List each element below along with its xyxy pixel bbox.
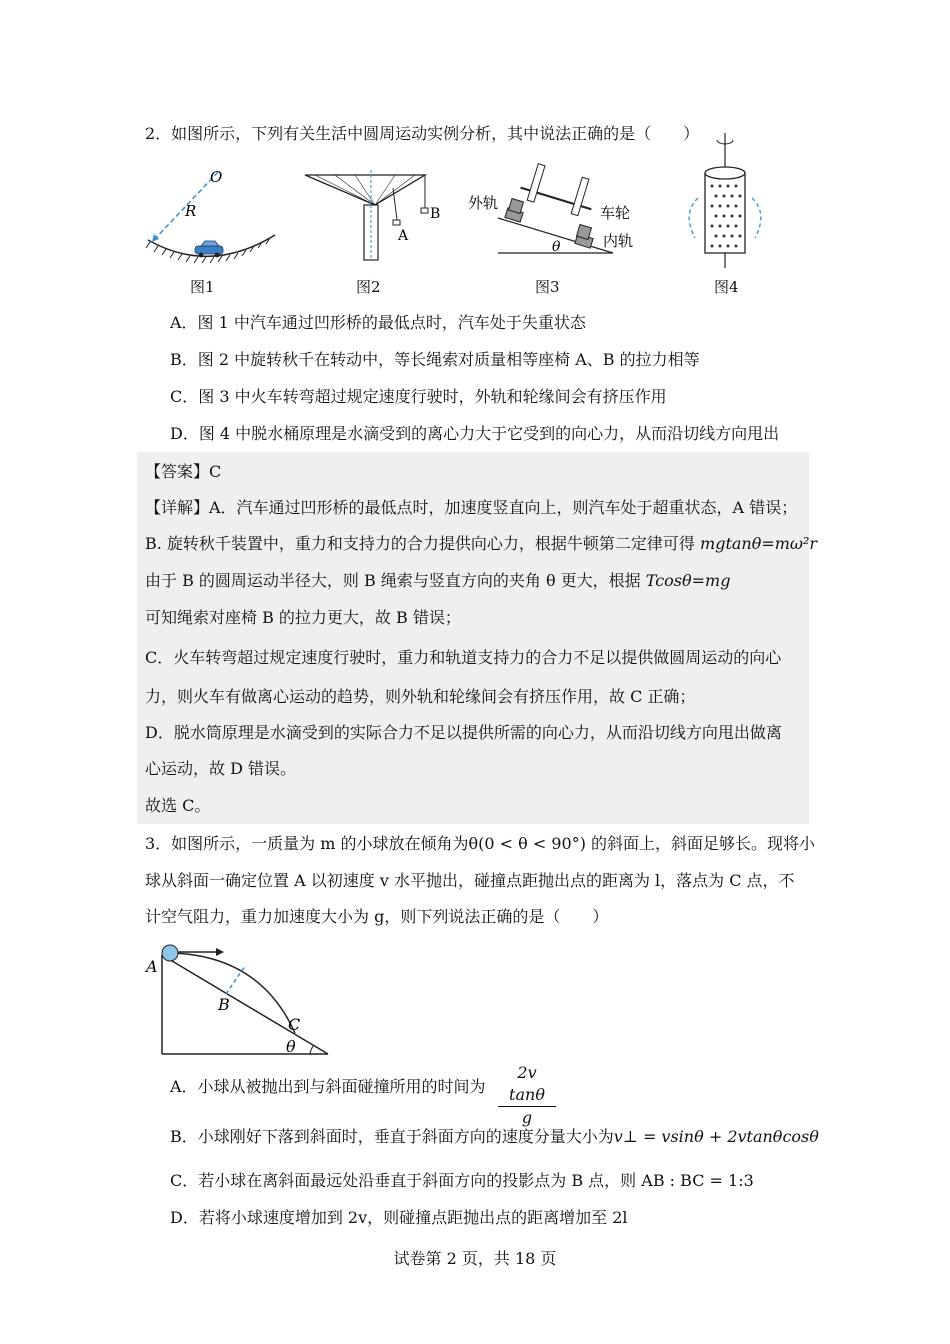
q2-detail-line-4: 可知绳索对座椅 B 的拉力更大，故 B 错误；: [145, 608, 461, 627]
q3-option-c: C．若小球在离斜面最远处沿垂直于斜面方向的投影点为 B 点，则 AB : BC = 1:3: [170, 1171, 754, 1190]
fig1-caption: 图1: [190, 278, 215, 296]
q3-option-d: D．若将小球速度增加到 2v，则碰撞点距抛出点的距离增加至 2l: [170, 1208, 628, 1227]
q3-label-a: A: [146, 957, 158, 976]
fig3-label-inner: 内轨: [603, 232, 634, 250]
figure-1-concave-bridge: [140, 160, 280, 265]
figure-4-spin-drum: [670, 128, 780, 268]
q2-detail-line-3-text: 由于 B 的圆周运动半径大，则 B 绳索与竖直方向的夹角 θ 更大，根据: [145, 571, 646, 590]
q2-option-c: C．图 3 中火车转弯超过规定速度行驶时，外轨和轮缘间会有挤压作用: [170, 387, 667, 406]
car-icon: [195, 241, 223, 257]
q3-stem-line-3: 计空气阻力，重力加速度大小为 g，则下列说法正确的是（ ）: [145, 907, 609, 926]
q2-detail-line-1: 【详解】A．汽车通过凹形桥的最低点时，加速度竖直向上，则汽车处于超重状态，A 错误；: [145, 498, 798, 517]
theta-arc: [310, 1045, 314, 1054]
radius-arrowhead: [152, 234, 159, 242]
q3-stem-line-1: 3．如图所示，一质量为 m 的小球放在倾角为θ(0 < θ < 90°) 的斜面上，斜面足够长。现将小: [145, 834, 816, 853]
q2-answer: 【答案】C: [145, 462, 222, 481]
q2-stem: 2．如图所示，下列有关生活中圆周运动实例分析，其中说法正确的是（ ）: [145, 124, 700, 143]
q2-detail-line-6: 力，则火车有做离心运动的趋势，则外轨和轮缘间会有挤压作用，故 C 正确；: [145, 687, 696, 706]
projection-dashed-line: [226, 966, 245, 994]
page-footer: 试卷第 2 页，共 18 页: [393, 1249, 557, 1268]
fig2-caption: 图2: [356, 278, 381, 296]
fraction-denominator: g: [521, 1108, 533, 1127]
inner-rail-icon: [575, 225, 593, 249]
q2-option-a: A．图 1 中汽车通过凹形桥的最低点时，汽车处于失重状态: [170, 313, 586, 332]
velocity-arrowhead-icon: [216, 948, 224, 956]
q2-detail-line-5: C．火车转弯超过规定速度行驶时，重力和轨道支持力的合力不足以提供做圆周运动的向心: [145, 648, 782, 667]
wheel-axle-icon: [518, 161, 600, 219]
figure-2-swing-carousel: [300, 160, 450, 265]
seat-a: [393, 220, 400, 225]
incline-slope: [162, 955, 328, 1054]
water-spray-left: [689, 198, 698, 238]
q2-detail-line-2-text: B. 旋转秋千装置中，重力和支持力的合力提供向心力，根据牛顿第二定律可得: [145, 534, 701, 553]
q2-option-d: D．图 4 中脱水桶原理是水滴受到的离心力大于它受到的向心力，从而沿切线方向甩出: [170, 424, 780, 443]
water-spray-right: [752, 198, 761, 238]
q2-option-b: B．图 2 中旋转秋千在转动中，等长绳索对质量相等座椅 A、B 的拉力相等: [170, 350, 700, 369]
q2-detail-line-9: 故选 C。: [145, 796, 211, 815]
fig4-caption: 图4: [714, 278, 739, 296]
fig3-label-outer: 外轨: [468, 194, 499, 212]
q3-option-a: [170, 1076, 486, 1098]
fig3-caption: 图3: [535, 278, 560, 296]
fraction-numerator: 2v tanθ: [498, 1062, 556, 1107]
fig2-label-b: B: [430, 206, 441, 222]
figure-3-banked-rail: [468, 158, 648, 263]
projectile-trajectory: [170, 953, 295, 1033]
q3-option-b-formula: v⊥ = vsinθ + 2vtanθcosθ: [613, 1127, 819, 1146]
q2-detail-line-7: D．脱水筒原理是水滴受到的实际合力不足以提供所需的向心力，从而沿切线方向甩出做离: [145, 723, 782, 742]
q3-label-b: B: [218, 995, 230, 1014]
fig3-label-wheel: 车轮: [600, 204, 631, 222]
q3-figure-incline-projectile: [140, 940, 340, 1060]
q2-detail-line-3: [145, 570, 730, 592]
q2-detail-line-3-formula: Tcosθ=mg: [645, 571, 731, 590]
seat-b: [421, 208, 428, 213]
ball-icon: [162, 945, 178, 961]
fig1-label-o: O: [210, 168, 223, 186]
q2-detail-line-2: [145, 533, 817, 555]
fig2-label-a: A: [398, 228, 409, 244]
fig1-label-r: R: [185, 202, 197, 220]
q2-detail-line-8: 心运动，故 D 错误。: [145, 759, 297, 778]
q3-option-a-fraction: [498, 1062, 556, 1129]
q3-stem-line-2: 球从斜面一确定位置 A 以初速度 v 水平抛出，碰撞点距抛出点的距离为 l，落点为 C 点，不: [145, 871, 795, 890]
q3-label-theta: θ: [286, 1037, 296, 1056]
q3-label-c: C: [288, 1015, 301, 1034]
q3-option-b-text: B．小球刚好下落到斜面时，垂直于斜面方向的速度分量大小为: [170, 1127, 614, 1146]
q3-option-a-text: A．小球从被抛出到与斜面碰撞所用的时间为: [170, 1077, 486, 1096]
outer-rail-icon: [505, 199, 524, 223]
fig3-label-theta: θ: [552, 239, 561, 255]
q2-detail-line-2-formula: mgtanθ=mω²r: [700, 534, 818, 553]
q3-option-b: [170, 1126, 819, 1148]
